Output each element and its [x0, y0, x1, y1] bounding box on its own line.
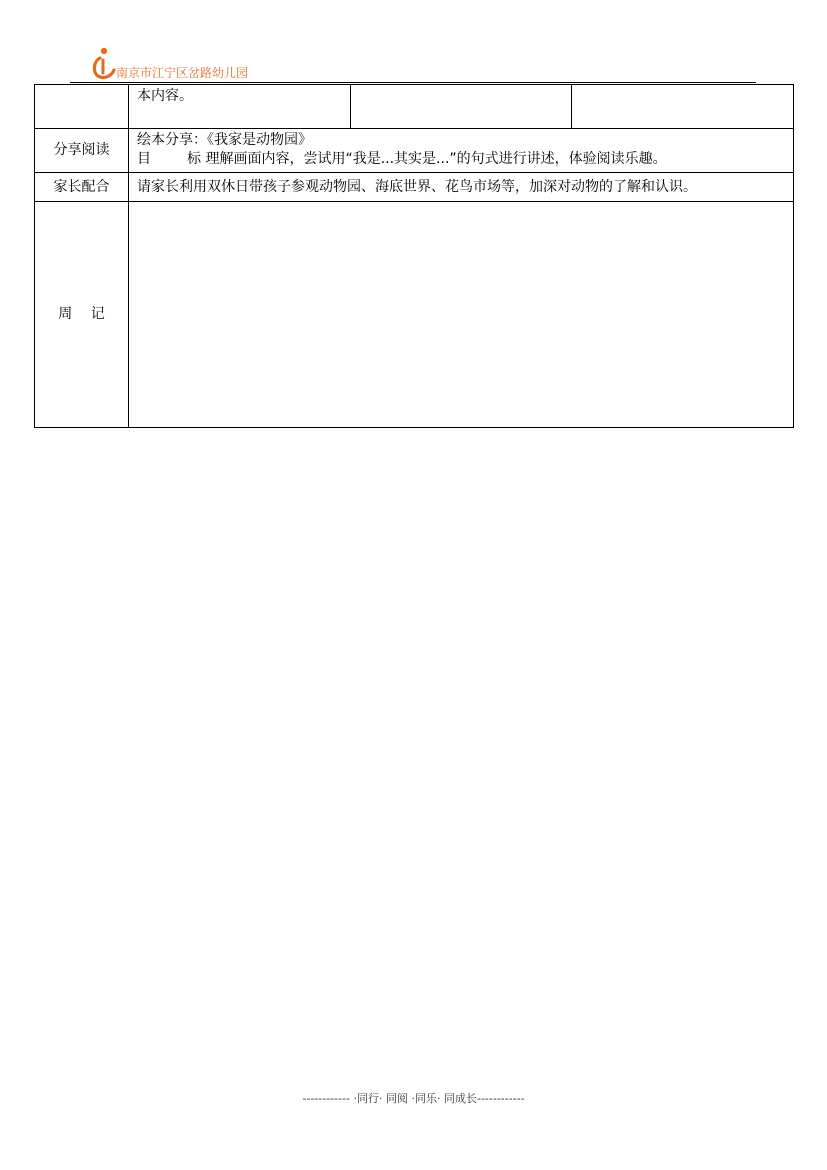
- goal-label-first: 目: [137, 151, 151, 167]
- reading-label: 分享阅读: [35, 129, 129, 173]
- school-name: 南京市江宁区岔路幼儿园: [116, 66, 249, 80]
- goal-label-second: 标: [187, 151, 201, 167]
- page-footer: ------------ ·同行· 同阅 ·同乐· 同成长------------: [302, 1092, 525, 1105]
- table-row-parents: [35, 173, 794, 202]
- table-row: [35, 85, 794, 129]
- empty-cell: [351, 85, 572, 129]
- empty-cell: [572, 85, 794, 129]
- header-divider: [70, 82, 756, 83]
- page-header: [70, 44, 756, 84]
- goal-text: 理解画面内容，尝试用“我是...其实是...”的句式进行讲述，体验阅读乐趣。: [205, 151, 667, 167]
- continued-text: 本内容。: [137, 88, 193, 104]
- reading-content-cell: [129, 129, 794, 173]
- row-label-empty: [35, 85, 129, 129]
- parents-content-cell: [129, 173, 794, 202]
- picture-book-title: 绘本分享：《我家是动物园》: [137, 132, 312, 148]
- weekly-label: 周 记: [35, 202, 129, 428]
- table-row-weekly: [35, 202, 794, 428]
- table-row-reading: [35, 129, 794, 173]
- reading-goal: [137, 150, 793, 169]
- weekly-notes-cell: [129, 202, 794, 428]
- weekly-plan-table: [34, 84, 794, 428]
- parents-text: 请家长利用双休日带孩子参观动物园、海底世界、花鸟市场等，加深对动物的了解和认识。: [137, 178, 697, 195]
- parents-label: 家长配合: [35, 173, 129, 202]
- continued-content-cell: [129, 85, 351, 129]
- kindergarten-logo-icon: [90, 46, 118, 80]
